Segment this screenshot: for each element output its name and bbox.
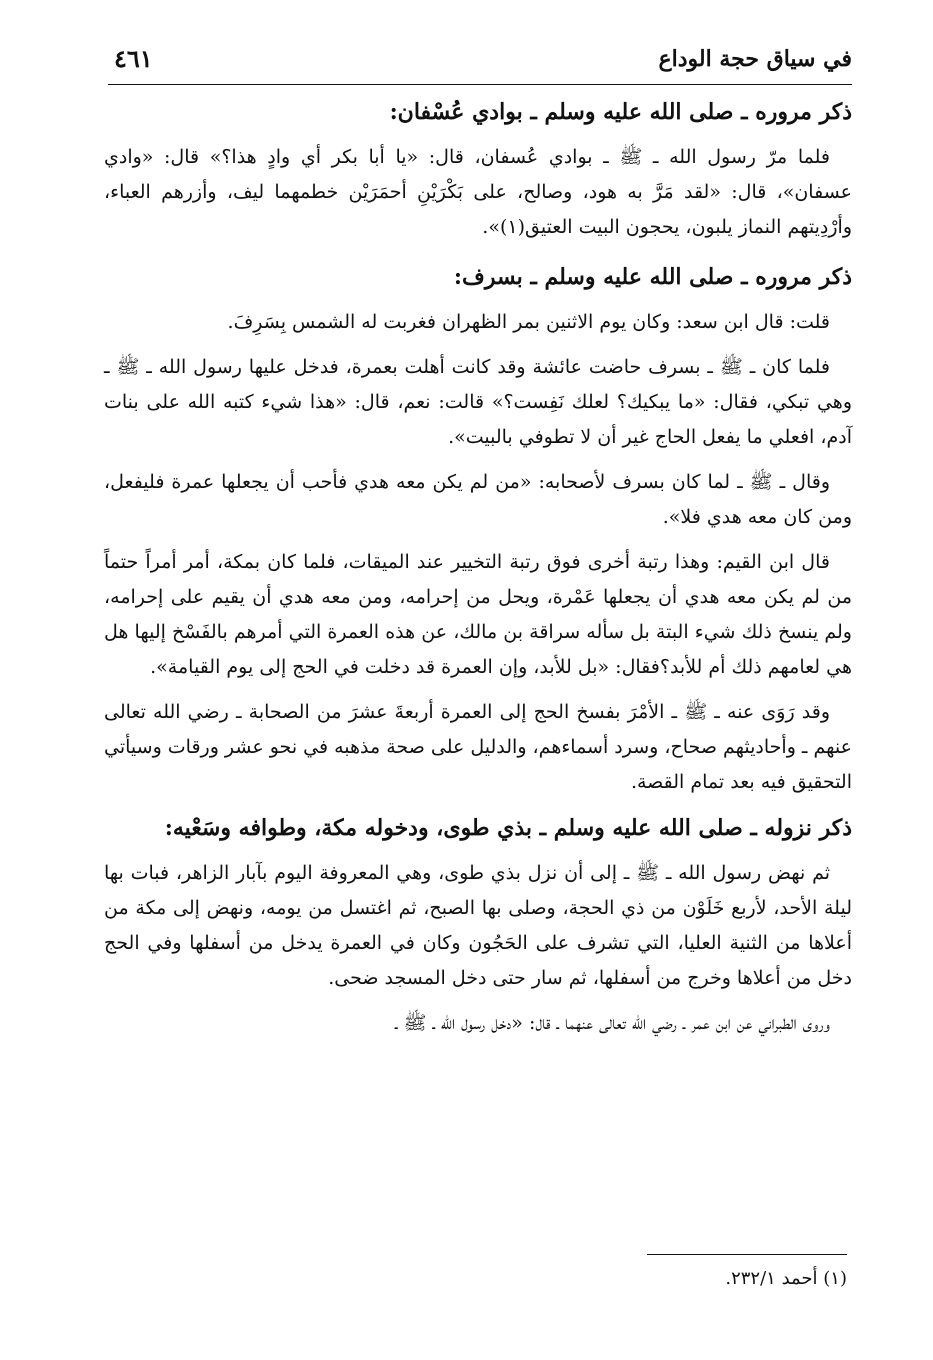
page-header — [108, 40, 852, 85]
footnote: (١) أحمد ٢٣٢/١. — [725, 1268, 847, 1289]
section-heading-dhi-tuwa: ذكر نزوله ـ صلى الله عليه وسلم ـ بذي طوى، ودخوله مكة، وطوافه وسَعْيه: — [164, 815, 852, 841]
paragraph: ثم نهض رسول الله ـ ﷺ ـ إلى أن نزل بذي طوى، وهي المعروفة اليوم بآبار الزاهر، فبات بها ليلة الأحد، لأربع خَلَوْن من ذي الحجة، وصلى بها الصبح، ثم اغتسل من يومه، ونهض إلى مكة من أعلاها من الثنية العليا، التي تشرف على الحَجُون وكان في العمرة يدخل من أسفلها وفي الحج دخل من أعلاها وخرج من أسفلها، ثم سار حتى دخل المسجد ضحى. — [104, 862, 852, 989]
paragraph: قال ابن القيم: وهذا رتبة أخرى فوق رتبة التخيير عند الميقات، فلما كان بمكة، أمر أمراً حتماً من لم يكن معه هدي أن يجعلها عَمْرة، ويحل من إحرامه، ومن معه هدي أن يقيم على إحرامه، ولم ينسخ ذلك شيء البتة بل سأله سراقة بن مالك، عن هذه العمرة التي أمرهم بالفَسْخ إليها هل هي لعامهم ذلك أم للأبد؟فقال: «بل للأبد، وإن العمرة قد دخلت في الحج إلى يوم القيامة». — [104, 551, 852, 678]
footnote-divider — [647, 1254, 847, 1255]
page-number: ٤٦١ — [114, 44, 153, 73]
page-body — [104, 94, 852, 1051]
running-title: في سياق حجة الوداع — [658, 46, 852, 72]
paragraph: وروى الطبراني عن ابن عمر ـ رضي الله تعالى عنهما ـ قال: «دخل رسول الله ـ ﷺ ـ — [395, 1012, 830, 1034]
paragraph: فلما مرّ رسول الله ـ ﷺ ـ بوادي عُسفان، قال: «يا أبا بكر أي وادٍ هذا؟» قال: «وادي عسفان»، قال: «لقد مَرَّ به هود، وصالح، على بَكْرَيْنِ أحمَرَيْن خطمهما ليف، وأزرهم العباء، وأرْدِيتهم النماز يلبون، يحجون البيت العتيق(١)». — [104, 146, 852, 238]
section-heading-sarif: ذكر مروره ـ صلى الله عليه وسلم ـ بسرف: — [453, 264, 852, 290]
paragraph: قلت: قال ابن سعد: وكان يوم الاثنين بمر الظهران فغربت له الشمس بِسَرِفَ. — [227, 311, 830, 333]
paragraph: وقد رَوَى عنه ـ ﷺ ـ الأمْرَ بفسخ الحج إلى العمرة أربعةَ عشرَ من الصحابة ـ رضي الله تعالى عنهم ـ وأحاديثهم صحاح، وسرد أسماءهم، والدليل على صحة مذهبه في نحو عشر ورقات وسيأتي التحقيق فيه بعد تمام القصة. — [104, 701, 852, 793]
section-heading-usfan: ذكر مروره ـ صلى الله عليه وسلم ـ بوادي عُسْفان: — [389, 99, 852, 125]
paragraph: وقال ـ ﷺ ـ لما كان بسرف لأصحابه: «من لم يكن معه هدي فأحب أن يجعلها عمرة فليفعل، ومن كان معه هدي فلا». — [104, 471, 852, 528]
paragraph: فلما كان ـ ﷺ ـ بسرف حاضت عائشة وقد كانت أهلت بعمرة، فدخل عليها رسول الله ـ ﷺ ـ وهي تبكي، فقال: «ما يبكيك؟ لعلك نَفِست؟» قالت: نعم، قال: «هذا شيء كتبه الله على بنات آدم، افعلي ما يفعل الحاج غير أن لا تطوفي بالبيت». — [104, 356, 852, 448]
